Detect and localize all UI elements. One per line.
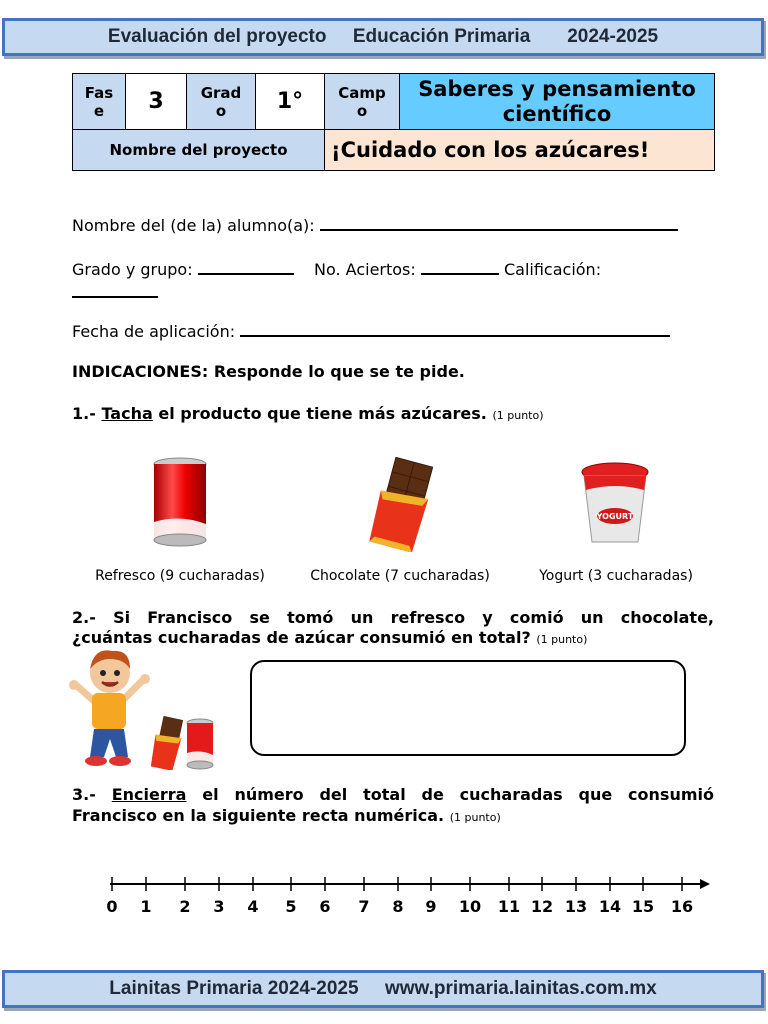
calificacion-label: Calificación: <box>503 260 602 279</box>
mini-products-icon <box>148 715 218 770</box>
q2-text: ¿cuántas cucharadas de azúcar consumió en total? <box>72 628 531 647</box>
question-3-line-2 <box>72 806 501 825</box>
number-line-value[interactable]: 14 <box>598 897 622 916</box>
product-label-chocolate: Chocolate (7 cucharadas) <box>310 568 490 584</box>
campo-label: Camp o <box>325 74 400 130</box>
number-line-value[interactable]: 12 <box>530 897 554 916</box>
product-label-yogurt: Yogurt (3 cucharadas) <box>539 568 693 584</box>
question-3-line-1 <box>72 784 714 805</box>
number-line-value[interactable]: 9 <box>425 897 437 916</box>
number-line-value[interactable]: 3 <box>213 897 225 916</box>
number-line-value[interactable]: 13 <box>564 897 588 916</box>
number-line-value[interactable]: 16 <box>670 897 694 916</box>
number-line-value[interactable]: 4 <box>247 897 259 916</box>
footer-brand: Lainitas Primaria 2024-2025 <box>109 978 359 999</box>
grado-grupo-field[interactable] <box>198 257 294 275</box>
student-name-field[interactable] <box>320 213 678 231</box>
fase-value: 3 <box>126 74 187 130</box>
yogurt-brand: YOGURT <box>596 512 634 521</box>
product-label-refresco: Refresco (9 cucharadas) <box>95 568 265 584</box>
proyecto-value: ¡Cuidado con los azúcares! <box>325 130 715 171</box>
number-line-value[interactable]: 6 <box>319 897 331 916</box>
number-line-value[interactable]: 7 <box>358 897 370 916</box>
fecha-field[interactable] <box>240 319 670 337</box>
number-line-value[interactable]: 2 <box>179 897 191 916</box>
footer-banner <box>2 970 764 1008</box>
header-year: 2024-2025 <box>567 26 659 47</box>
grade-row <box>72 257 601 279</box>
project-info-table <box>72 73 715 171</box>
q3-text: el número del total de cucharadas que consumió <box>202 785 714 804</box>
grado-value: 1° <box>256 74 325 130</box>
date-row <box>72 319 670 341</box>
q3-points: (1 punto) <box>449 811 501 824</box>
student-name-row <box>72 213 678 235</box>
q1-verb: Tacha <box>101 404 153 423</box>
answer-box[interactable] <box>250 660 686 756</box>
grado-label: Grad o <box>187 74 256 130</box>
header-title: Evaluación del proyecto <box>107 26 327 47</box>
proyecto-label: Nombre del proyecto <box>73 130 325 171</box>
question-1 <box>72 404 544 423</box>
footer-website[interactable]: www.primaria.lainitas.com.mx <box>384 978 657 999</box>
student-name-label: Nombre del (de la) alumno(a): <box>72 216 315 235</box>
yogurt-cup-icon[interactable] <box>578 460 652 546</box>
boy-illustration <box>68 645 152 771</box>
campo-value: Saberes y pensamiento científico <box>400 74 715 130</box>
soda-can-icon[interactable] <box>150 456 210 550</box>
number-line-value[interactable]: 8 <box>392 897 404 916</box>
q1-points: (1 punto) <box>492 409 544 422</box>
q3-text-2: Francisco en la siguiente recta numérica. <box>72 806 445 825</box>
aciertos-field[interactable] <box>421 257 499 275</box>
number-line-value[interactable]: 5 <box>285 897 297 916</box>
q1-number: 1.- <box>72 404 96 423</box>
question-2-line-1: 2.- Si Francisco se tomó un refresco y comió un chocolate, <box>72 608 714 627</box>
number-line-value[interactable]: 1 <box>140 897 152 916</box>
calificacion-field[interactable] <box>72 280 158 298</box>
number-line-value[interactable]: 15 <box>631 897 655 916</box>
grado-grupo-label: Grado y grupo: <box>72 260 193 279</box>
q3-verb: Encierra <box>111 785 187 804</box>
fecha-label: Fecha de aplicación: <box>72 322 236 341</box>
q1-text: el producto que tiene más azúcares. <box>158 404 487 423</box>
number-line <box>100 872 716 898</box>
number-line-value[interactable]: 10 <box>458 897 482 916</box>
q3-number: 3.- <box>72 785 96 804</box>
aciertos-label: No. Aciertos: <box>314 260 416 279</box>
fase-label: Fas e <box>73 74 126 130</box>
number-line-value[interactable]: 11 <box>497 897 521 916</box>
header-banner <box>2 18 764 56</box>
instructions: INDICACIONES: Responde lo que se te pide. <box>72 362 465 381</box>
q2-points: (1 punto) <box>536 633 588 646</box>
header-level: Educación Primaria <box>352 26 531 47</box>
number-line-value[interactable]: 0 <box>106 897 118 916</box>
chocolate-bar-icon[interactable] <box>362 456 438 552</box>
